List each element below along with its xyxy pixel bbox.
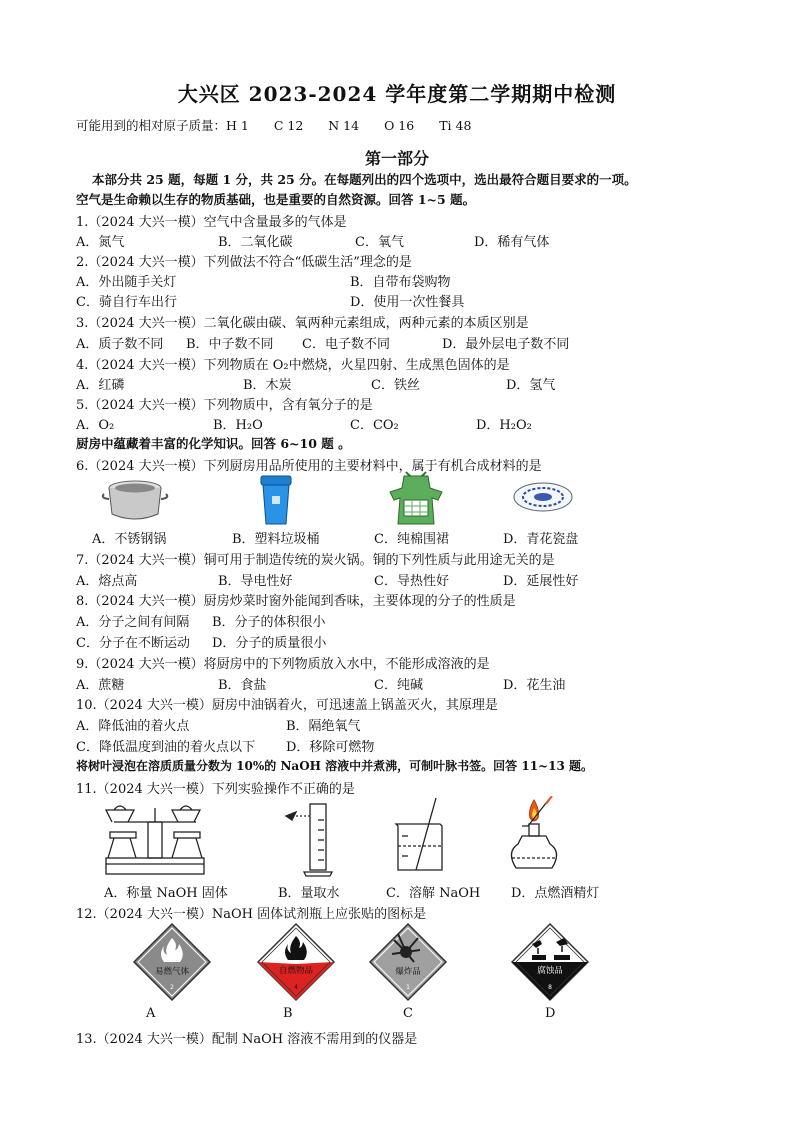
q3-option-b[interactable]: B．中子数不同 (186, 337, 274, 352)
section-intro-2: 厨房中蕴藏着丰富的化学知识。回答 6~10 题 。 (76, 436, 351, 451)
hazard-label-b: 自燃物品 (278, 966, 314, 976)
q8-option-a[interactable]: A．分子之间有间隔 (76, 615, 190, 630)
q5-option-a[interactable]: A．O₂ (76, 418, 115, 433)
q5-option-c[interactable]: C．CO₂ (350, 418, 399, 433)
q7-stem: 7.（2024 大兴一模）铜可用于制造传统的炭火锅。铜的下列性质与此用途无关的是 (76, 553, 555, 568)
q9-option-b[interactable]: B．食盐 (218, 678, 267, 693)
explosive-hazard-icon (368, 922, 448, 1002)
balance-scale-image (100, 798, 210, 878)
alcohol-lamp-image (500, 796, 570, 880)
q12-option-c[interactable]: C (403, 1006, 413, 1021)
q8-option-b[interactable]: B．分子的体积很小 (212, 615, 326, 630)
spontaneous-combustion-hazard-icon (256, 922, 336, 1002)
q12-option-a[interactable]: A (146, 1006, 156, 1021)
q1-option-b[interactable]: B．二氧化碳 (218, 235, 293, 250)
hazard-label-a: 易燃气体 (154, 967, 190, 977)
q11-option-a[interactable]: A．称量 NaOH 固体 (104, 886, 228, 901)
section-intro-1: 空气是生命赖以生存的物质基础，也是重要的自然资源。回答 1~5 题。 (76, 192, 476, 207)
q2-option-d[interactable]: D．使用一次性餐具 (350, 295, 465, 310)
q6-option-a[interactable]: A．不锈钢锅 (92, 532, 167, 547)
corrosive-hazard-icon (510, 922, 590, 1002)
q7-option-d[interactable]: D．延展性好 (503, 574, 579, 589)
q10-option-a[interactable]: A．降低油的着火点 (76, 719, 190, 734)
q2-option-c[interactable]: C．骑自行车出行 (76, 295, 177, 310)
plastic-trash-bin-image (256, 474, 296, 526)
blue-white-porcelain-plate-image (512, 480, 574, 514)
q3-option-c[interactable]: C．电子数不同 (302, 337, 390, 352)
q12-stem: 12.（2024 大兴一模）NaOH 固体试剂瓶上应张贴的图标是 (76, 907, 427, 922)
q1-stem: 1.（2024 大兴一模）空气中含量最多的气体是 (76, 215, 347, 230)
q9-option-c[interactable]: C．纯碱 (374, 678, 423, 693)
q5-stem: 5.（2024 大兴一模）下列物质中，含有氧分子的是 (76, 398, 373, 413)
part-intro: 本部分共 25 题，每题 1 分，共 25 分。在每题列出的四个选项中，选出最符合题目要求的一项。 (92, 172, 637, 187)
q4-option-d[interactable]: D．氢气 (506, 378, 556, 393)
q1-option-d[interactable]: D．稀有气体 (474, 235, 550, 250)
q10-option-b[interactable]: B．隔绝氧气 (286, 719, 361, 734)
graduated-cylinder-image (280, 800, 350, 880)
q3-option-d[interactable]: D．最外层电子数不同 (442, 337, 570, 352)
q3-stem: 3.（2024 大兴一模）二氧化碳由碳、氧两种元素组成，两种元素的本质区别是 (76, 316, 529, 331)
q6-option-d[interactable]: D．青花瓷盘 (503, 532, 579, 547)
q8-option-d[interactable]: D．分子的质量很小 (212, 636, 327, 651)
beaker-dissolving-image (388, 796, 458, 880)
q6-option-c[interactable]: C．纯棉围裙 (374, 532, 449, 547)
q7-option-c[interactable]: C．导热性好 (374, 574, 449, 589)
q8-option-c[interactable]: C．分子在不断运动 (76, 636, 190, 651)
q12-option-b[interactable]: B (283, 1006, 293, 1021)
q3-option-a[interactable]: A．质子数不同 (76, 337, 164, 352)
q4-stem: 4.（2024 大兴一模）下列物质在 O₂中燃烧，火星四射、生成黑色固体的是 (76, 358, 510, 373)
cotton-apron-image (388, 470, 444, 526)
q8-stem: 8.（2024 大兴一模）厨房炒菜时窗外能闻到香味，主要体现的分子的性质是 (76, 594, 516, 609)
q11-option-d[interactable]: D．点燃酒精灯 (511, 886, 600, 901)
q7-option-b[interactable]: B．导电性好 (218, 574, 293, 589)
q11-option-b[interactable]: B．量取水 (278, 886, 340, 901)
q5-option-d[interactable]: D．H₂O₂ (476, 418, 532, 433)
hazard-num-c: 1 (406, 984, 410, 991)
hazard-num-d: 8 (548, 984, 552, 991)
q13-stem: 13.（2024 大兴一模）配制 NaOH 溶液不需用到的仪器是 (76, 1032, 418, 1047)
q10-stem: 10.（2024 大兴一模）厨房中油锅着火，可迅速盖上锅盖灭火，其原理是 (76, 698, 498, 713)
q9-option-a[interactable]: A．蔗糖 (76, 678, 125, 693)
q11-stem: 11.（2024 大兴一模）下列实验操作不正确的是 (76, 782, 355, 797)
q5-option-b[interactable]: B．H₂O (213, 418, 263, 433)
q6-stem: 6.（2024 大兴一模）下列厨房用品所使用的主要材料中，属于有机合成材料的是 (76, 459, 542, 474)
page-title: 大兴区 2023-2024 学年度第二学期期中检测 (177, 82, 617, 106)
stainless-pot-image (100, 474, 170, 524)
atomic-masses: 可能用到的相对原子质量：H 1 C 12 N 14 O 16 Ti 48 (76, 118, 472, 133)
q1-option-c[interactable]: C．氧气 (355, 235, 404, 250)
q9-option-d[interactable]: D．花生油 (503, 678, 566, 693)
flammable-gas-hazard-icon (132, 922, 212, 1002)
q2-stem: 2.（2024 大兴一模）下列做法不符合“低碳生活”理念的是 (76, 255, 412, 270)
q4-option-b[interactable]: B．木炭 (243, 378, 292, 393)
q12-option-d[interactable]: D (545, 1006, 556, 1021)
q6-option-b[interactable]: B．塑料垃圾桶 (232, 532, 320, 547)
q4-option-c[interactable]: C．铁丝 (371, 378, 420, 393)
hazard-num-a: 2 (170, 984, 174, 991)
q7-option-a[interactable]: A．熔点高 (76, 574, 138, 589)
hazard-num-b: 4 (294, 984, 298, 991)
q2-option-b[interactable]: B．自带布袋购物 (350, 275, 451, 290)
part-title: 第一部分 (364, 149, 429, 168)
q9-stem: 9.（2024 大兴一模）将厨房中的下列物质放入水中，不能形成溶液的是 (76, 657, 490, 672)
section-intro-3: 将树叶浸泡在溶质质量分数为 10%的 NaOH 溶液中并煮沸，可制叶脉书签。回答 11~13 题。 (76, 759, 593, 773)
q10-option-c[interactable]: C．降低温度到油的着火点以下 (76, 740, 255, 755)
q2-option-a[interactable]: A．外出随手关灯 (76, 275, 177, 290)
q1-option-a[interactable]: A．氮气 (76, 235, 125, 250)
q11-option-c[interactable]: C．溶解 NaOH (386, 886, 481, 901)
hazard-label-d: 腐蚀品 (537, 966, 563, 976)
q4-option-a[interactable]: A．红磷 (76, 378, 125, 393)
hazard-label-c: 爆炸品 (395, 967, 421, 977)
q10-option-d[interactable]: D．移除可燃物 (286, 740, 375, 755)
